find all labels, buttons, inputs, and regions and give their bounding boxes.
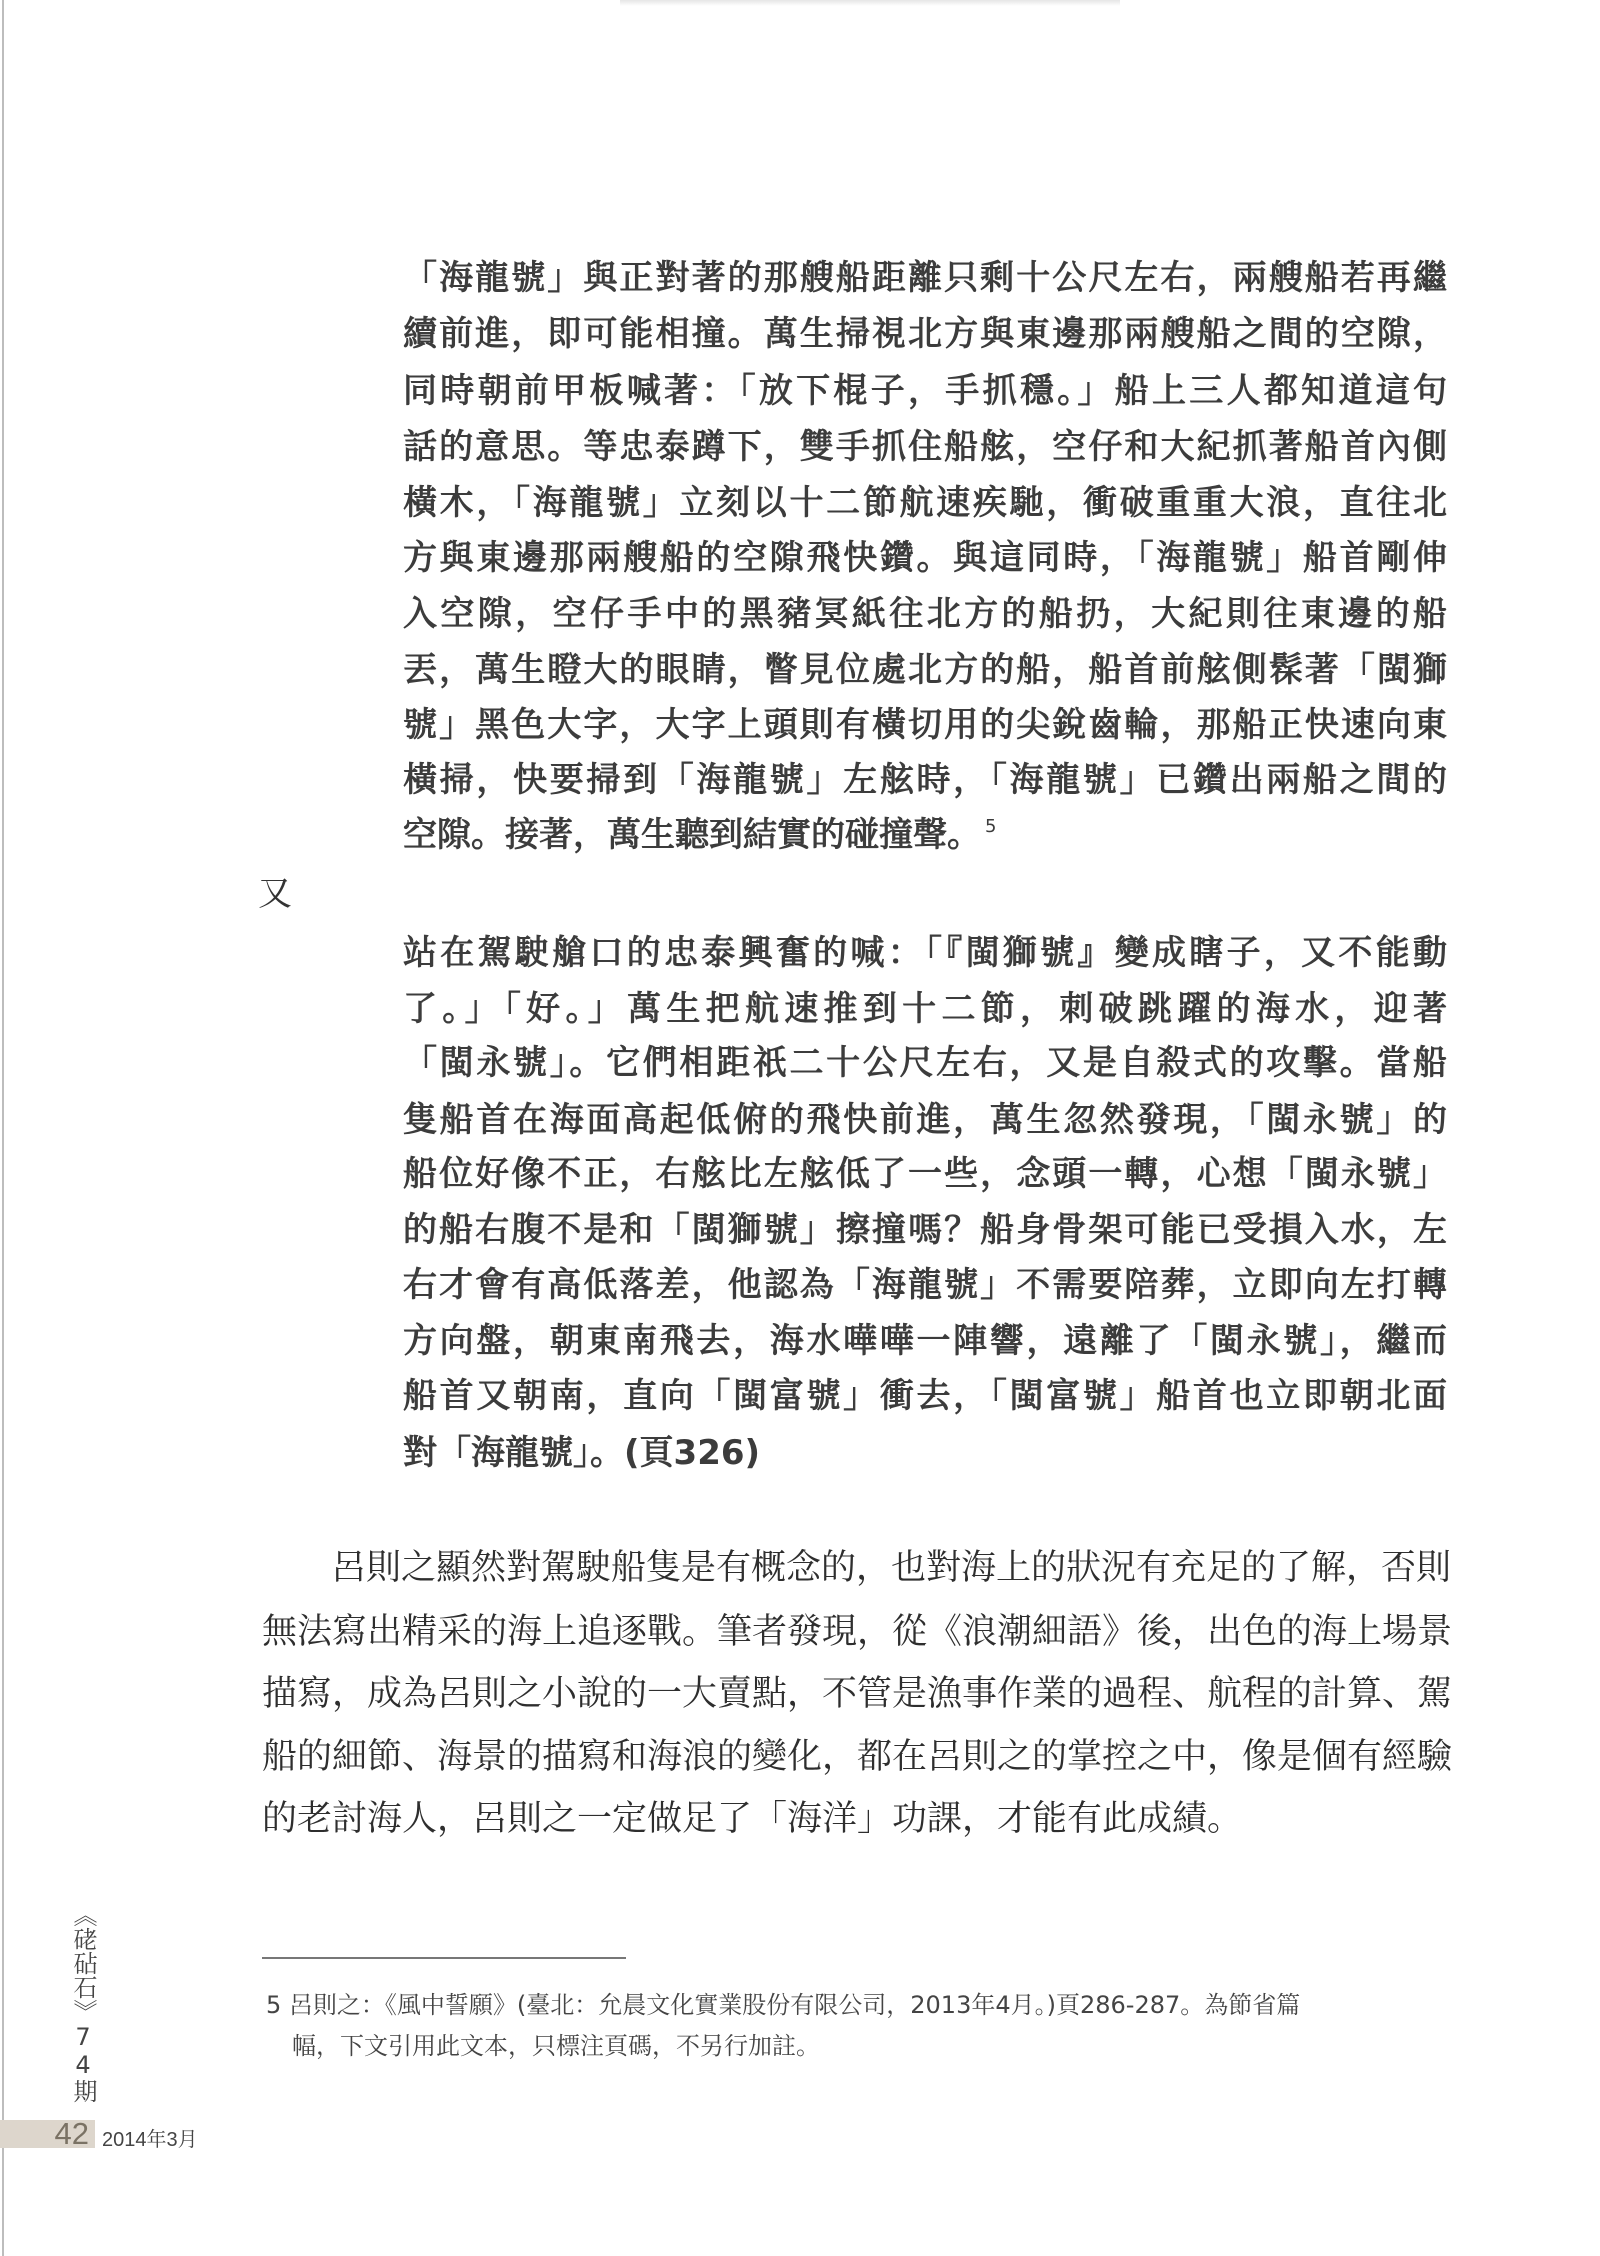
text-line: [403, 813, 1447, 857]
line-text: 船位好像不正，右舷比左舷低了一些，念頭一轉，心想「閩永號」: [403, 1154, 1447, 1194]
line-text: 呂則之顯然對駕駛船隻是有概念的，也對海上的狀況有充足的了解，否則: [331, 1548, 1452, 1588]
line-text: 右才會有高低落差，他認為「海龍號」不需要陪葬，立即向左打轉: [403, 1265, 1447, 1305]
scan-shade: [620, 0, 1120, 6]
text-line: [403, 1098, 1447, 1142]
text-line: [403, 256, 1447, 300]
connector-text: 又: [258, 874, 292, 914]
page-number-badge: [0, 2116, 95, 2151]
text-line: [403, 592, 1447, 636]
text-line: [262, 1670, 1453, 1718]
text-line: [403, 481, 1447, 525]
text-line: [403, 703, 1447, 747]
line-text: 對「海龍號」。(頁326): [403, 1433, 761, 1473]
text-line: [403, 536, 1447, 580]
footnote-divider: [262, 1957, 626, 1959]
text-line: [403, 1431, 1447, 1475]
line-text: 隻船首在海面高起低俯的飛快前進，萬生忽然發現，「閩永號」的: [403, 1100, 1447, 1140]
text-line: [403, 987, 1447, 1031]
text-line: [403, 369, 1447, 413]
line-text: 續前進，即可能相撞。萬生掃視北方與東邊那兩艘船之間的空隙，: [403, 314, 1447, 354]
line-text: 空隙。接著，萬生聽到結實的碰撞聲。: [403, 815, 981, 855]
footnote-line-2: 幅，下文引用此文本，只標注頁碼，不另行加註。: [292, 2032, 820, 2060]
issue-date: 2014年3月: [102, 2129, 198, 2151]
text-line: [403, 312, 1447, 356]
line-text: 了。」「好。」萬生把航速推到十二節，刺破跳躍的海水，迎著: [403, 989, 1447, 1029]
journal-title-vertical: 《硓砧石》74期: [69, 1902, 97, 2103]
line-text: 橫掃，快要掃到「海龍號」左舷時，「海龍號」已鑽出兩船之間的: [403, 760, 1447, 800]
line-text: 號」黑色大字，大字上頭則有橫切用的尖銳齒輪，那船正快速向東: [403, 705, 1447, 745]
text-line: [403, 648, 1447, 692]
text-line: [403, 1319, 1447, 1363]
text-line: [331, 1544, 1452, 1592]
line-text: 話的意思。等忠泰蹲下，雙手抓住船舷，空仔和大紀抓著船首內側: [403, 427, 1447, 467]
line-text: 「海龍號」與正對著的那艘船距離只剩十公尺左右，兩艘船若再繼: [403, 258, 1447, 298]
text-line: [403, 931, 1447, 975]
text-line: [403, 1374, 1447, 1418]
line-text: 方向盤，朝東南飛去，海水嘩嘩一陣響，遠離了「閩永號」，繼而: [403, 1321, 1447, 1361]
page-edge: [2, 0, 4, 2256]
line-text: 船的細節、海景的描寫和海浪的變化，都在呂則之的掌控之中，像是個有經驗: [262, 1737, 1453, 1777]
line-text: 的船右腹不是和「閩獅號」擦撞嗎？船身骨架可能已受損入水，左: [403, 1210, 1447, 1250]
line-text: 站在駕駛艙口的忠泰興奮的喊：「『閩獅號』變成瞎子，又不能動: [403, 933, 1447, 973]
footnote-line-1: 5 呂則之：《風中誓願》(臺北：允晨文化實業股份有限公司，2013年4月。)頁286-287。為節省篇: [266, 1991, 1301, 2019]
text-line: [403, 1152, 1447, 1196]
line-text: 「閩永號」。它們相距祇二十公尺左右，又是自殺式的攻擊。當船: [403, 1043, 1447, 1083]
line-text: 方與東邊那兩艘船的空隙飛快鑽。與這同時，「海龍號」船首剛伸: [403, 538, 1447, 578]
text-line: [262, 1795, 1447, 1843]
line-text: 入空隙，空仔手中的黑豬冥紙往北方的船扔，大紀則往東邊的船: [403, 594, 1447, 634]
text-line: [262, 1733, 1453, 1781]
line-text: 描寫，成為呂則之小說的一大賣點，不管是漁事作業的過程、航程的計算、駕: [262, 1674, 1453, 1714]
line-text: 的老討海人，呂則之一定做足了「海洋」功課，才能有此成績。: [262, 1799, 1243, 1839]
line-text: 同時朝前甲板喊著：「放下棍子，手抓穩。」船上三人都知道這句: [403, 371, 1447, 411]
text-line: [403, 1208, 1447, 1252]
line-text: 丟，萬生瞪大的眼睛，瞥見位處北方的船，船首前舷側髹著「閩獅: [403, 650, 1447, 690]
footnote-reference[interactable]: 5: [985, 816, 997, 837]
text-line: [403, 425, 1447, 469]
text-line: [403, 758, 1447, 802]
page-number: 42: [54, 2116, 89, 2151]
line-text: 船首又朝南，直向「閩富號」衝去，「閩富號」船首也立即朝北面: [403, 1376, 1447, 1416]
text-line: [262, 1608, 1453, 1656]
line-text: 橫木，「海龍號」立刻以十二節航速疾馳，衝破重重大浪，直往北: [403, 483, 1447, 523]
text-line: [403, 1263, 1447, 1307]
text-line: [403, 1041, 1447, 1085]
line-text: 無法寫出精采的海上追逐戰。筆者發現，從《浪潮細語》後，出色的海上場景: [262, 1612, 1453, 1652]
